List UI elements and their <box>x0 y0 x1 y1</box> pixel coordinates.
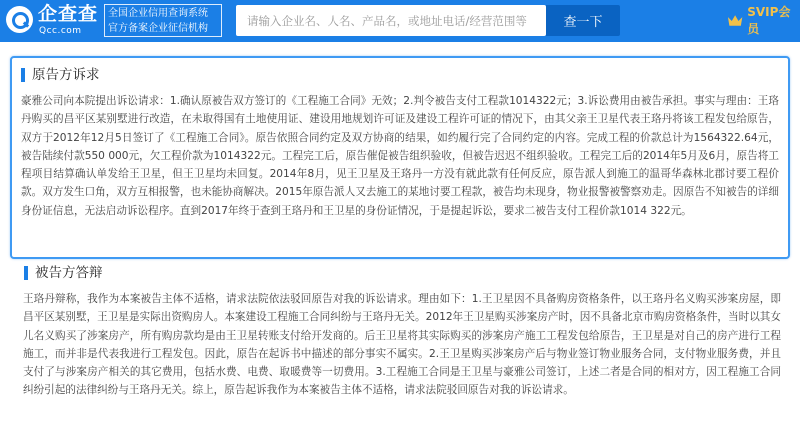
plaintiff-claims-text: 豪雅公司向本院提出诉讼请求：1.确认原被告双方签订的《工程施工合同》无效；2.判令被告支付工程款1014322元；3.诉讼费用由被告承担。事实与理由：王珞丹购买的昌平区某别墅进行改造，在未取得国有土地使用证、建设用地规划许可证及建设工程许可证的情况下，由其父亲王卫星代表王珞丹将该工程发包给原告，双方于2012年12月5日签订了《工程施工合同》。原告依照合同约定及双方协商的结果，如约履行完了合同约定的内容。完成工程的价款总计为1564322.64元，被告陆续付款550 000元，欠工程价款为1014322元。工程完工后，原告催促被告组织验收，但被告迟迟不组织验收。工程完工后的2014年5月及6月，原告将工程项目结算确认单发给王卫星，但王卫星均未回复。2014年8月，见王卫星及王珞丹一方没有就此款有任何反应，原告派人到施工的温哥华森林北郡讨要工程价款。双方发生口角，双方互相报警，也未能协商解决。2015年原告派人又去施工的某地讨要工程款，被告均未现身，物业报警被警察劝走。因原告不知被告的详细身份证信息，无法启动诉讼程序。直到2017年终于查到王珞丹和王卫星的身份证情况，于是提起诉讼，要求二被告支付工程价款1014 322元。 <box>21 95 779 217</box>
tagline-line-1: 全国企业信用查询系统 <box>108 8 208 19</box>
magnifier-logo-icon[interactable] <box>6 6 33 33</box>
section-title-defendant: 被告方答辩 <box>35 265 103 281</box>
svip-member-link[interactable] <box>727 5 800 36</box>
section-marker <box>24 266 28 280</box>
logo-domain: Qcc.com <box>39 26 82 36</box>
crown-icon <box>727 14 743 27</box>
top-header <box>0 0 800 42</box>
tagline-line-2: 官方备案企业征信机构 <box>108 23 208 34</box>
search-button[interactable]: 查一下 <box>546 5 620 36</box>
svip-label: SVIP会员 <box>747 5 791 36</box>
section-title-plaintiff: 原告方诉求 <box>32 67 100 83</box>
plaintiff-claims-section <box>10 56 790 259</box>
section-marker <box>21 68 25 82</box>
tagline-box <box>104 4 222 37</box>
defendant-defense-text: 王珞丹辩称，我作为本案被告主体不适格，请求法院依法驳回原告对我的诉讼请求。理由如下：1.王卫星因不具备购房资格条件，以王珞丹名义购买涉案房屋，即昌平区某别墅，王卫星是实际出资购房人。本案建设工程施工合同纠纷与王珞丹无关。2012年王卫星购买涉案房产时，因不具备北京市购房资格条件，当时以其女儿名义购买了涉案房产，所有购房款均是由王卫星转账支付给开发商的。后王卫星将其实际购买的涉案房产施工工程发包给原告，王卫星是对自己的房产进行工程施工，而并非是代表我进行工程发包。因此，原告在起诉书中描述的部分事实不属实。2.王卫星购买涉案房产后与物业签订物业服务合同，支付物业服务费，并且支付了与涉案房产相关的其它费用，包括水费、电费、取暖费等一切费用。3.工程施工合同是王卫星与豪雅公司签订，上述二者是合同的相对方，因工程施工合同纠纷引起的法律纠纷与王珞丹无关。综上，原告起诉我作为本案被告主体不适格，请求法院驳回原告对我的诉讼请求。 <box>23 293 781 397</box>
search-input[interactable] <box>236 5 546 36</box>
logo-name[interactable]: 企查查 <box>38 3 99 25</box>
